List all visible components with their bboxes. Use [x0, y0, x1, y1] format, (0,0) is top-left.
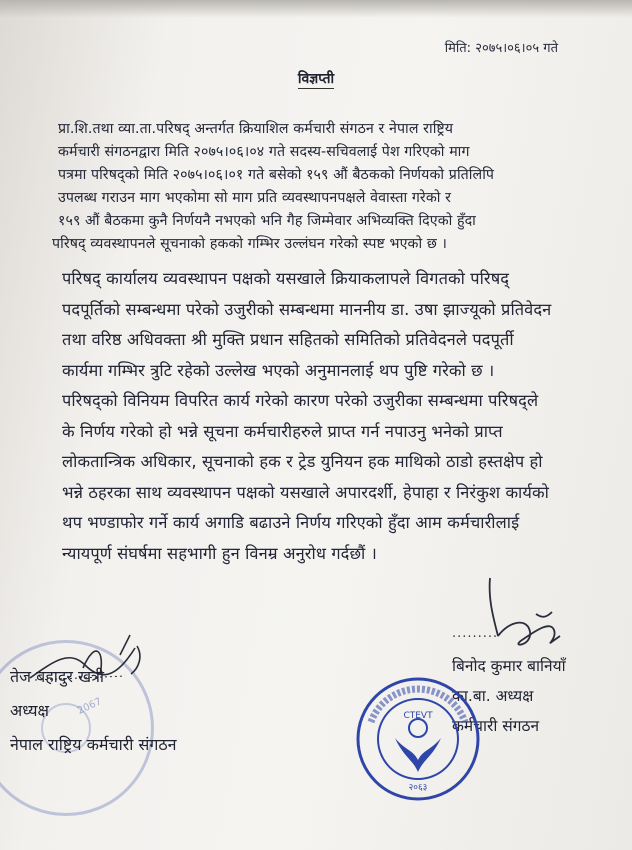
body-line: पदपूर्तिको सम्बन्धमा परेको उजुरीको सम्बन्धमा माननीय डा. उषा झाज्यूको प्रतिवेदन [62, 299, 552, 319]
body-line: प्रा.शि.तथा व्या.ता.परिषद् अन्तर्गत क्रियाशिल कर्मचारी संगठन र नेपाल राष्ट्रिय [58, 121, 454, 137]
body-line: भन्ने ठहरका साथ व्यवस्थापन पक्षको यसखाले अपारदर्शी, हेपाहा र निरंकुश कार्यको [62, 482, 549, 502]
right-signatory-name: बिनोद कुमार बानियाँ [452, 657, 566, 675]
notice-body [52, 118, 610, 256]
right-signatory-organization: कर्मचारी संगठन [452, 717, 540, 735]
notice-body-continued [62, 264, 622, 569]
body-line: १५९ औं बैठकमा कुनै निर्णयनै नभएको भनि गैह जिम्मेवार अभिव्यक्ति दिएको हुँदा [58, 213, 476, 229]
body-line: कर्मचारी संगठनद्वारा मिति २०७५।०६।०४ गते सदस्य-सचिवलाई पेश गरिएको माग [58, 144, 470, 160]
ctevt-stamp-year: २०६३ [408, 783, 428, 793]
body-line: थप भण्डाफोर गर्ने कार्य अगाडि बढाउने निर्णय गरिएको हुँदा आम कर्मचारीलाई [62, 513, 520, 532]
body-line: तथा वरिष्ठ अधिवक्ता श्री मुक्ति प्रधान सहितको समितिको प्रतिवेदनले पदपूर्ती [62, 330, 514, 349]
left-signatory-name: तेज बहादुर खत्री [10, 667, 105, 686]
left-signatory-block [10, 660, 177, 762]
notice-title [0, 69, 632, 88]
body-line: के निर्णय गरेको हो भन्ने सूचना कर्मचारीहरुले प्राप्त गर्न नपाउनु भनेको प्राप्त [62, 421, 503, 441]
ctevt-stamp-abbrev: CTEVT [403, 711, 433, 721]
body-line: परिषद् व्यवस्थापनले सूचनाको हकको गम्भिर उल्लंघन गरेको स्पष्ट भएको छ । [52, 236, 447, 252]
body-line: कार्यमा गम्भिर त्रुटि रहेको उल्लेख भएको अनुमानलाई थप पुष्टि गरेको छ । [62, 360, 495, 380]
left-signatory-position: अध्यक्ष [10, 701, 49, 720]
ctevt-stamp [355, 676, 481, 802]
body-line: उपलब्ध गराउन माग भएकोमा सो माग प्रति व्यवस्थापनपक्षले वेवास्ता गरेको र [58, 190, 452, 206]
notice-date: मिति: २०७५।०६।०५ गते [444, 41, 558, 56]
right-signatory-position: का.बा. अध्यक्ष [452, 687, 534, 705]
body-line: परिषद् कार्यालय व्यवस्थापन पक्षको यसखाले क्रियाकलापले विगतको परिषद् [62, 269, 510, 288]
body-line: लोकतान्त्रिक अधिकार, सूचनाको हक र ट्रेड युनियन हक माथिको ठाडो हस्तक्षेप हो [62, 452, 543, 471]
body-line: पत्रमा परिषद्को मिति २०७५।०६।०१ गते बसेको १५९ औं बैठकको निर्णयको प्रतिलिपि [58, 167, 495, 183]
body-line: परिषद्को विनियम विपरित कार्य गरेको कारण परेको उजुरीका सम्बन्धमा परिषद्ले [62, 391, 539, 410]
left-signatory-organization: नेपाल राष्ट्रिय कर्मचारी संगठन [10, 735, 177, 754]
left-stamp-year: 2067 [75, 696, 104, 717]
right-signature-dots: ......... [452, 626, 499, 641]
body-line: न्यायपूर्ण संघर्षमा सहभागी हुन विनम्र अनुरोध गर्दछौं । [62, 543, 377, 563]
right-signature [470, 570, 580, 660]
top-shadow [0, 0, 632, 18]
notice-title-text: विज्ञप्ती [297, 71, 335, 87]
